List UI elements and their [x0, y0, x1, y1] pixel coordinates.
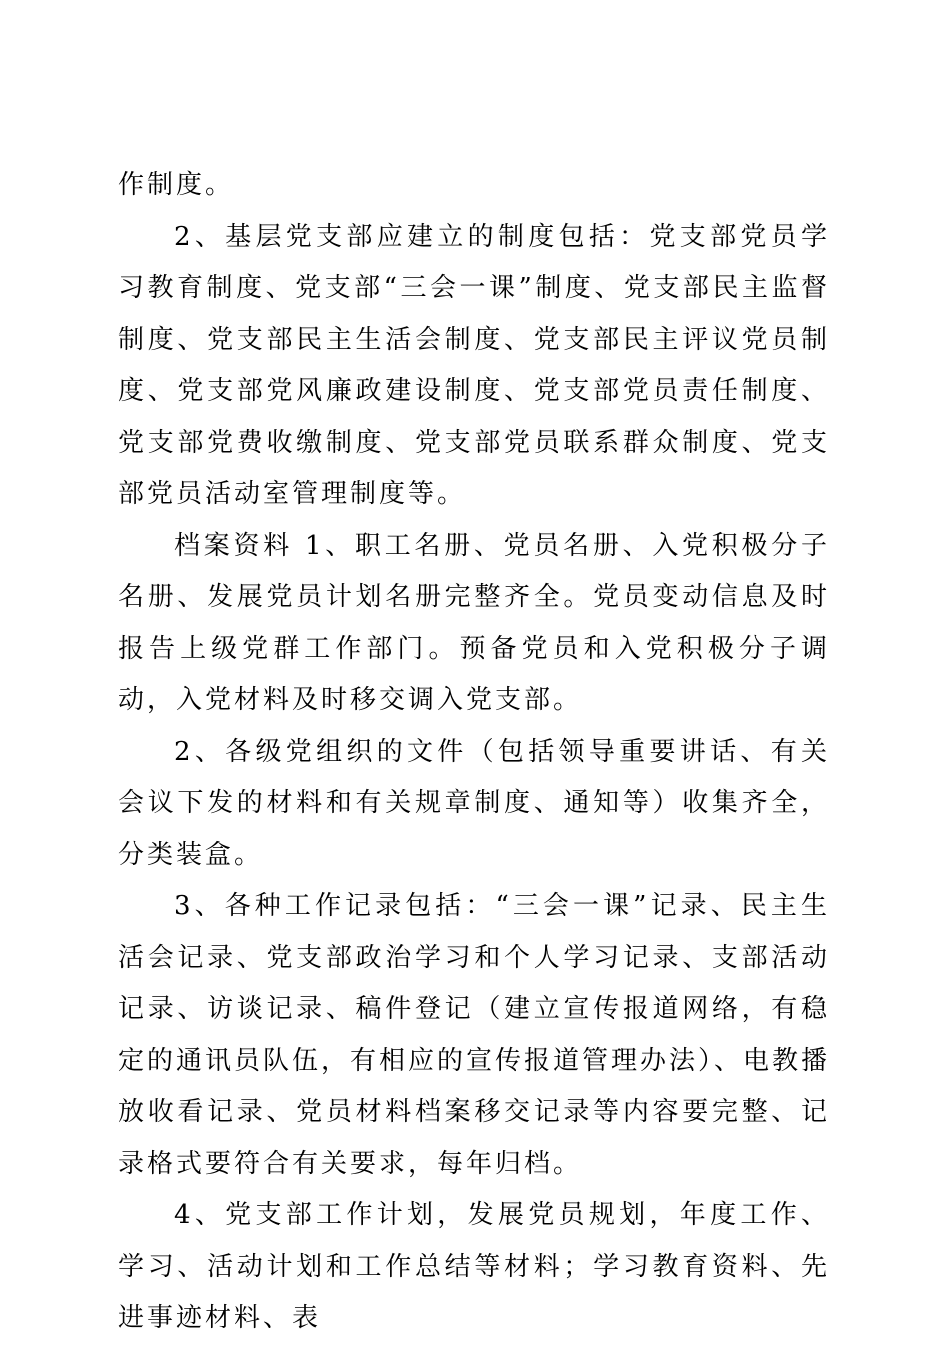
paragraph-work-plans: 4、党支部工作计划，发展党员规划，年度工作、学习、活动计划和工作总结等材料；学习教育资料、先进事迹材料、表: [118, 1200, 830, 1333]
document-body: [118, 160, 830, 1345]
paragraph-work-records: 3、各种工作记录包括：“三会一课”记录、民主生活会记录、党支部政治学习和个人学习记录、支部活动记录、访谈记录、稿件登记（建立宣传报道网络，有稳定的通讯员队伍，有相应的宣传报道管理办法）、电教播放收看记录、党员材料档案移交记录等内容要完整、记录格式要符合有关要求，每年归档。: [118, 891, 831, 1179]
paragraph-documents: 2、各级党组织的文件（包括领导重要讲话、有关会议下发的材料和有关规章制度、通知等）收集齐全，分类装盒。: [118, 736, 830, 870]
paragraph-archive-rosters: 档案资料 1、职工名册、党员名册、入党积极分子名册、发展党员计划名册完整齐全。党员变动信息及时报告上级党群工作部门。预备党员和入党积极分子调动，入党材料及时移交调入党支部。: [118, 530, 830, 715]
paragraph-continuation: 作制度。: [118, 170, 235, 200]
paragraph-branch-systems: 2、基层党支部应建立的制度包括：党支部党员学习教育制度、党支部“三会一课”制度、党支部民主监督制度、党支部民主生活会制度、党支部民主评议党员制度、党支部党风廉政建设制度、党支部党员责任制度、党支部党费收缴制度、党支部党员联系群众制度、党支部党员活动室管理制度等。: [118, 221, 830, 509]
